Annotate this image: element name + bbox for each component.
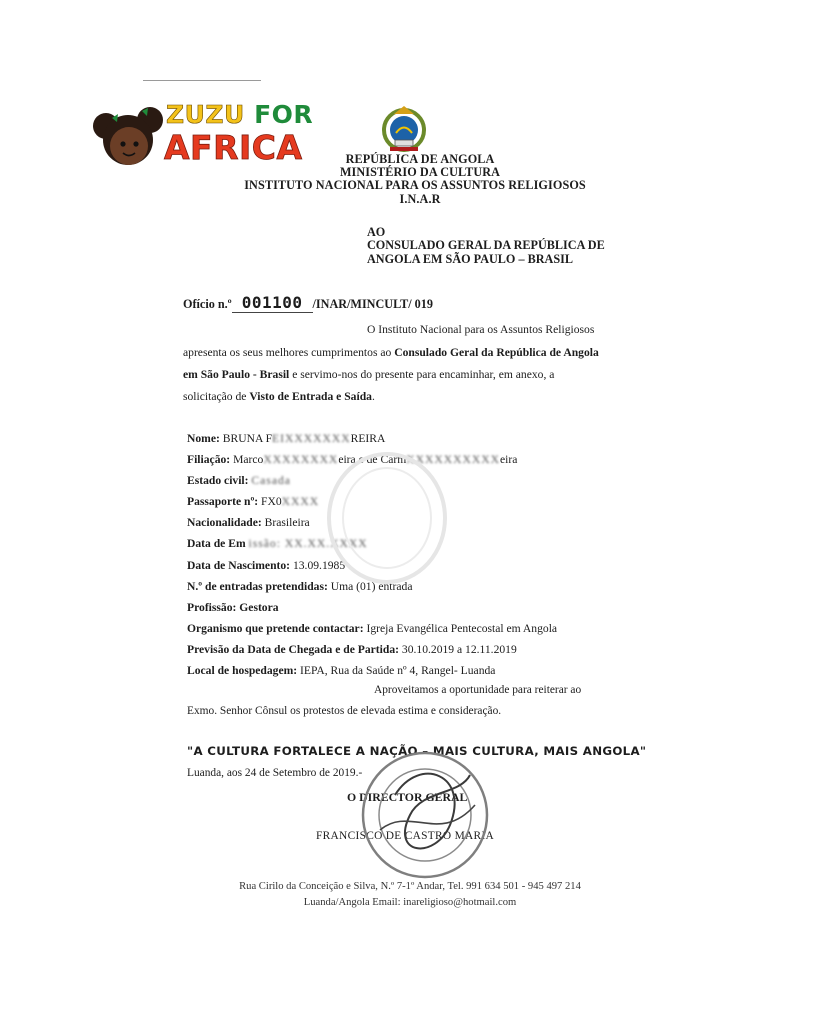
field-label: Profissão: Gestora [187,601,279,614]
recipient-to: AO [367,225,386,239]
footer-address: Rua Cirilo da Conceição e Silva, N.º 7-1º Andar, Tel. 991 634 501 - 945 497 214 [239,881,581,892]
field-label: Previsão da Data de Chegada e de Partida: [187,643,399,656]
field-label: N.º de entradas pretendidas: [187,580,328,593]
field-value: Marco [233,453,264,466]
header-acronym: I.N.A.R [399,192,441,206]
body-line-2 [183,342,615,363]
closing-line-2: Exmo. Senhor Cônsul os protestos de elevada estima e consideração. [187,705,502,717]
signatory-name: FRANCISCO DE CASTRO MARIA [316,830,495,842]
logo-zuzu-text: ZUZU [166,100,245,129]
field-value: Brasileira [264,516,310,529]
footer-email: Luanda/Angola Email: inareligioso@hotmail.com [303,897,517,908]
field-row [187,495,319,508]
field-label: Organismo que pretende contactar: [187,622,364,635]
field-row [187,643,517,656]
field-label: Estado civil: [187,474,249,487]
oficio-suffix: /INAR/MINCULT/ 019 [312,297,433,311]
official-stamp-icon [350,735,500,885]
top-rule [143,80,261,81]
field-row [187,622,557,635]
body-text: solicitação de [183,390,247,403]
field-row [187,601,279,614]
body-line-4 [183,386,375,407]
logo-for-text: FOR [254,100,314,129]
recipient-line-2: ANGOLA EM SÃO PAULO – BRASIL [367,252,573,266]
header-institute: INSTITUTO NACIONAL PARA OS ASSUNTOS RELIGIOSOS [244,178,586,192]
field-value: BRUNA F [222,432,273,445]
redacted-text: EIXXXXXXX [272,432,351,445]
faint-stamp-icon [322,448,452,588]
field-label: Data de Nascimento: [187,559,291,572]
field-value-tail: eira e de Carm [338,453,407,466]
field-label: Nome: [187,432,220,445]
body-bold-consulate: Consulado Geral da República de Angola [394,346,599,359]
field-value: Uma (01) entrada [330,580,413,593]
oficio-reference [183,293,433,312]
girl-face-icon [88,96,168,174]
field-row [187,664,495,677]
oficio-number: 001100 [232,293,313,313]
oficio-label: Ofício n.º [183,297,232,311]
field-value-tail: REIRA [350,432,386,445]
redacted-text: Casada [251,474,291,487]
field-row [187,432,385,445]
field-label: Nacionalidade: [187,516,262,529]
field-label: Local de hospedagem: [187,664,298,677]
field-value-tail: eira [499,453,518,466]
body-text: e servimo-nos do presente para encaminhar, em anexo, a [292,368,555,381]
redacted-text: XXXXXXXXXX [406,453,500,466]
field-value: 13.09.1985 [292,559,346,572]
date-line: Luanda, aos 24 de Setembro de 2019.- [187,767,363,779]
field-value: FX0 [261,495,282,508]
field-label: Passaporte nº: [187,495,259,508]
body-bold-city: em São Paulo - Brasil [183,368,290,381]
logo-word-africa: AFRICA [164,128,303,167]
field-row [187,474,291,487]
field-value: 30.10.2019 a 12.11.2019 [401,643,517,656]
logo-word-zuzu-for [166,100,313,129]
field-value: IEPA, Rua da Saúde nº 4, Rangel- Luanda [300,664,496,677]
closing-line-1: Aproveitamos a oportunidade para reiterar ao [374,684,582,696]
body-bold-visa: Visto de Entrada e Saída [249,390,372,403]
recipient-line-1: CONSULADO GERAL DA REPÚBLICA DE [367,238,605,252]
motto: "A CULTURA FORTALECE A NAÇÃO – MAIS CULTURA, MAIS ANGOLA" [187,744,647,758]
body-period: . [371,390,375,403]
signatory-title: O DIRECTOR GERAL [347,790,468,804]
body-line-3 [183,364,615,385]
redacted-text: XXXXXXXX [263,453,339,466]
field-label: Filiação: [187,453,231,466]
header-ministry: MINISTÉRIO DA CULTURA [339,165,501,179]
redacted-text: issão: XX.XX.XXXX [248,537,368,550]
field-row [187,516,310,529]
angola-coat-of-arms-icon [376,100,432,156]
header-republic: REPÚBLICA DE ANGOLA [345,152,495,166]
field-label: Data de Em [187,537,246,550]
field-value: Igreja Evangélica Pentecostal em Angola [366,622,558,635]
redacted-text: XXXX [281,495,320,508]
body-intro: O Instituto Nacional para os Assuntos Religiosos [367,323,595,336]
body-text: apresenta os seus melhores cumprimentos ao [183,346,392,359]
